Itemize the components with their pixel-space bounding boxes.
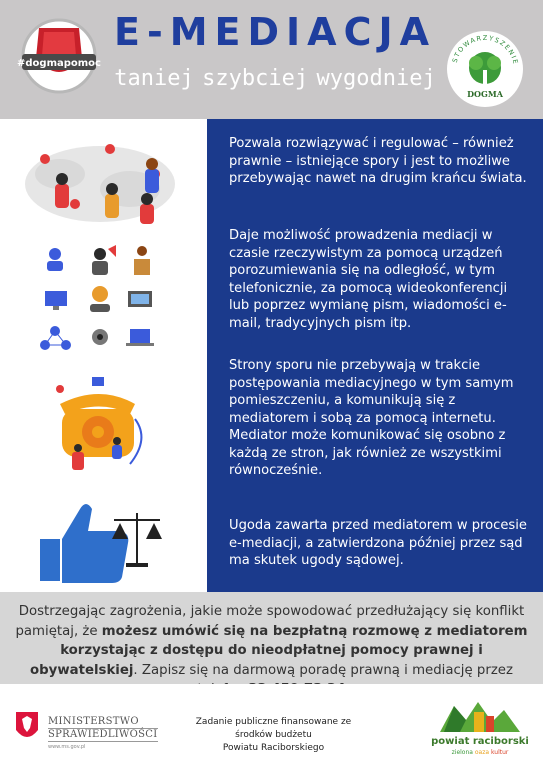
notice-band [0,592,543,684]
paragraph-intro: Pozwala rozwiązywać i regulować – również prawnie – istniejące spory i jest to możliwe przebywając nawet na drugim krańcu świata. [229,136,527,186]
dogmapomoc-shield-badge-icon [14,14,104,94]
powiat-raciborski-logo [430,698,530,758]
notice-part2: . Zapisz się na darmową poradę prawną i mediację przez [133,662,513,678]
ministry-name [48,716,158,742]
ministry-line2: SPRAWIEDLIWOŚCI [48,729,158,740]
ministry-logo [14,706,174,754]
thumbs-up-justice-scales-icon [40,504,162,583]
powiat-name: powiat raciborski [431,736,529,747]
powiat-tag-oasis: oaza [474,749,490,756]
logo-ring-text: STOWARZYSZENIE [450,33,520,66]
ministry-line1: MINISTERSTWO [48,716,139,727]
paragraph-settlement: Ugoda zawarta przed mediatorem w procesie e-mediacji, a zatwierdzona później przez sąd ma skutek ugody sądowej. [229,518,527,568]
logo-name: DOGMA [467,89,503,99]
computer-user-icon [45,291,67,310]
dogma-logo-icon [446,30,524,108]
podium-speaker-icon [134,246,150,275]
badge-label: #dogmapomoc [17,58,101,69]
tagline [110,66,440,91]
header-band [0,0,543,119]
network-people-icon [40,326,71,350]
communication-icons-grid [40,245,154,350]
notice-emphasis: możesz umówić się na bezpłatną rozmowę z mediatorem korzystając z dostępu do nieodpłatnej pomocy prawnej i obywatelskiej [30,623,528,678]
tagline-word-convenient: wygodniej [316,66,436,91]
speaker-megaphone-icon [92,245,116,275]
paragraph-parties: Strony sporu nie przebywają w trakcie postępowania mediacyjnego w tym samym pomieszczeniu, a komunikują się z mediatorem i sobą za pomocą internetu. Mediator może komunikować się osobno z każdą ze stron, jak również ze wszystkimi równocześnie. [229,358,514,478]
webcam-icon [92,329,108,345]
powiat-tag-green: zielona [451,749,473,756]
funding-line1: Zadanie publiczne finansowane ze środków budżetu [195,717,352,740]
funding-line2: Powiatu Raciborskiego [222,743,325,753]
ministry-url: www.ms.gov.pl [48,744,86,750]
tagline-word-faster: szybciej [202,66,309,91]
paragraph-realtime: Daje możliwość prowadzenia mediacji w czasie rzeczywistym za pomocą urządzeń porozumiewania się na odległość, w tym telefonicznie, za pomocą wideokonferencji lub poprzez wymianę pism, wiadomości e-mail, tradycyjnych pism itp. [229,228,508,331]
person-icon [47,248,63,271]
powiat-tag-culture: kultur [490,749,509,756]
notice-part1: Dostrzegając zagrożenia, jakie może spowodować przedłużający się konflikt pamiętaj, że [15,604,525,639]
tagline-word-cheaper: taniej [114,66,194,91]
headset-operator-icon [90,286,110,312]
page-title: E-MEDIACJA [113,10,437,54]
description-panel [207,119,543,592]
monitor-icon [128,291,152,307]
laptop-video-call-icon [126,329,154,346]
powiat-tagline [430,749,530,756]
world-map-people-icon [25,144,175,224]
telephone-illustration-icon [56,377,141,470]
footer [0,684,543,768]
polish-eagle-icon [14,710,40,744]
funding-note [186,716,361,755]
powiat-logo-icon [430,698,530,734]
illustrations-svg [0,119,207,592]
illustration-column [0,119,207,592]
